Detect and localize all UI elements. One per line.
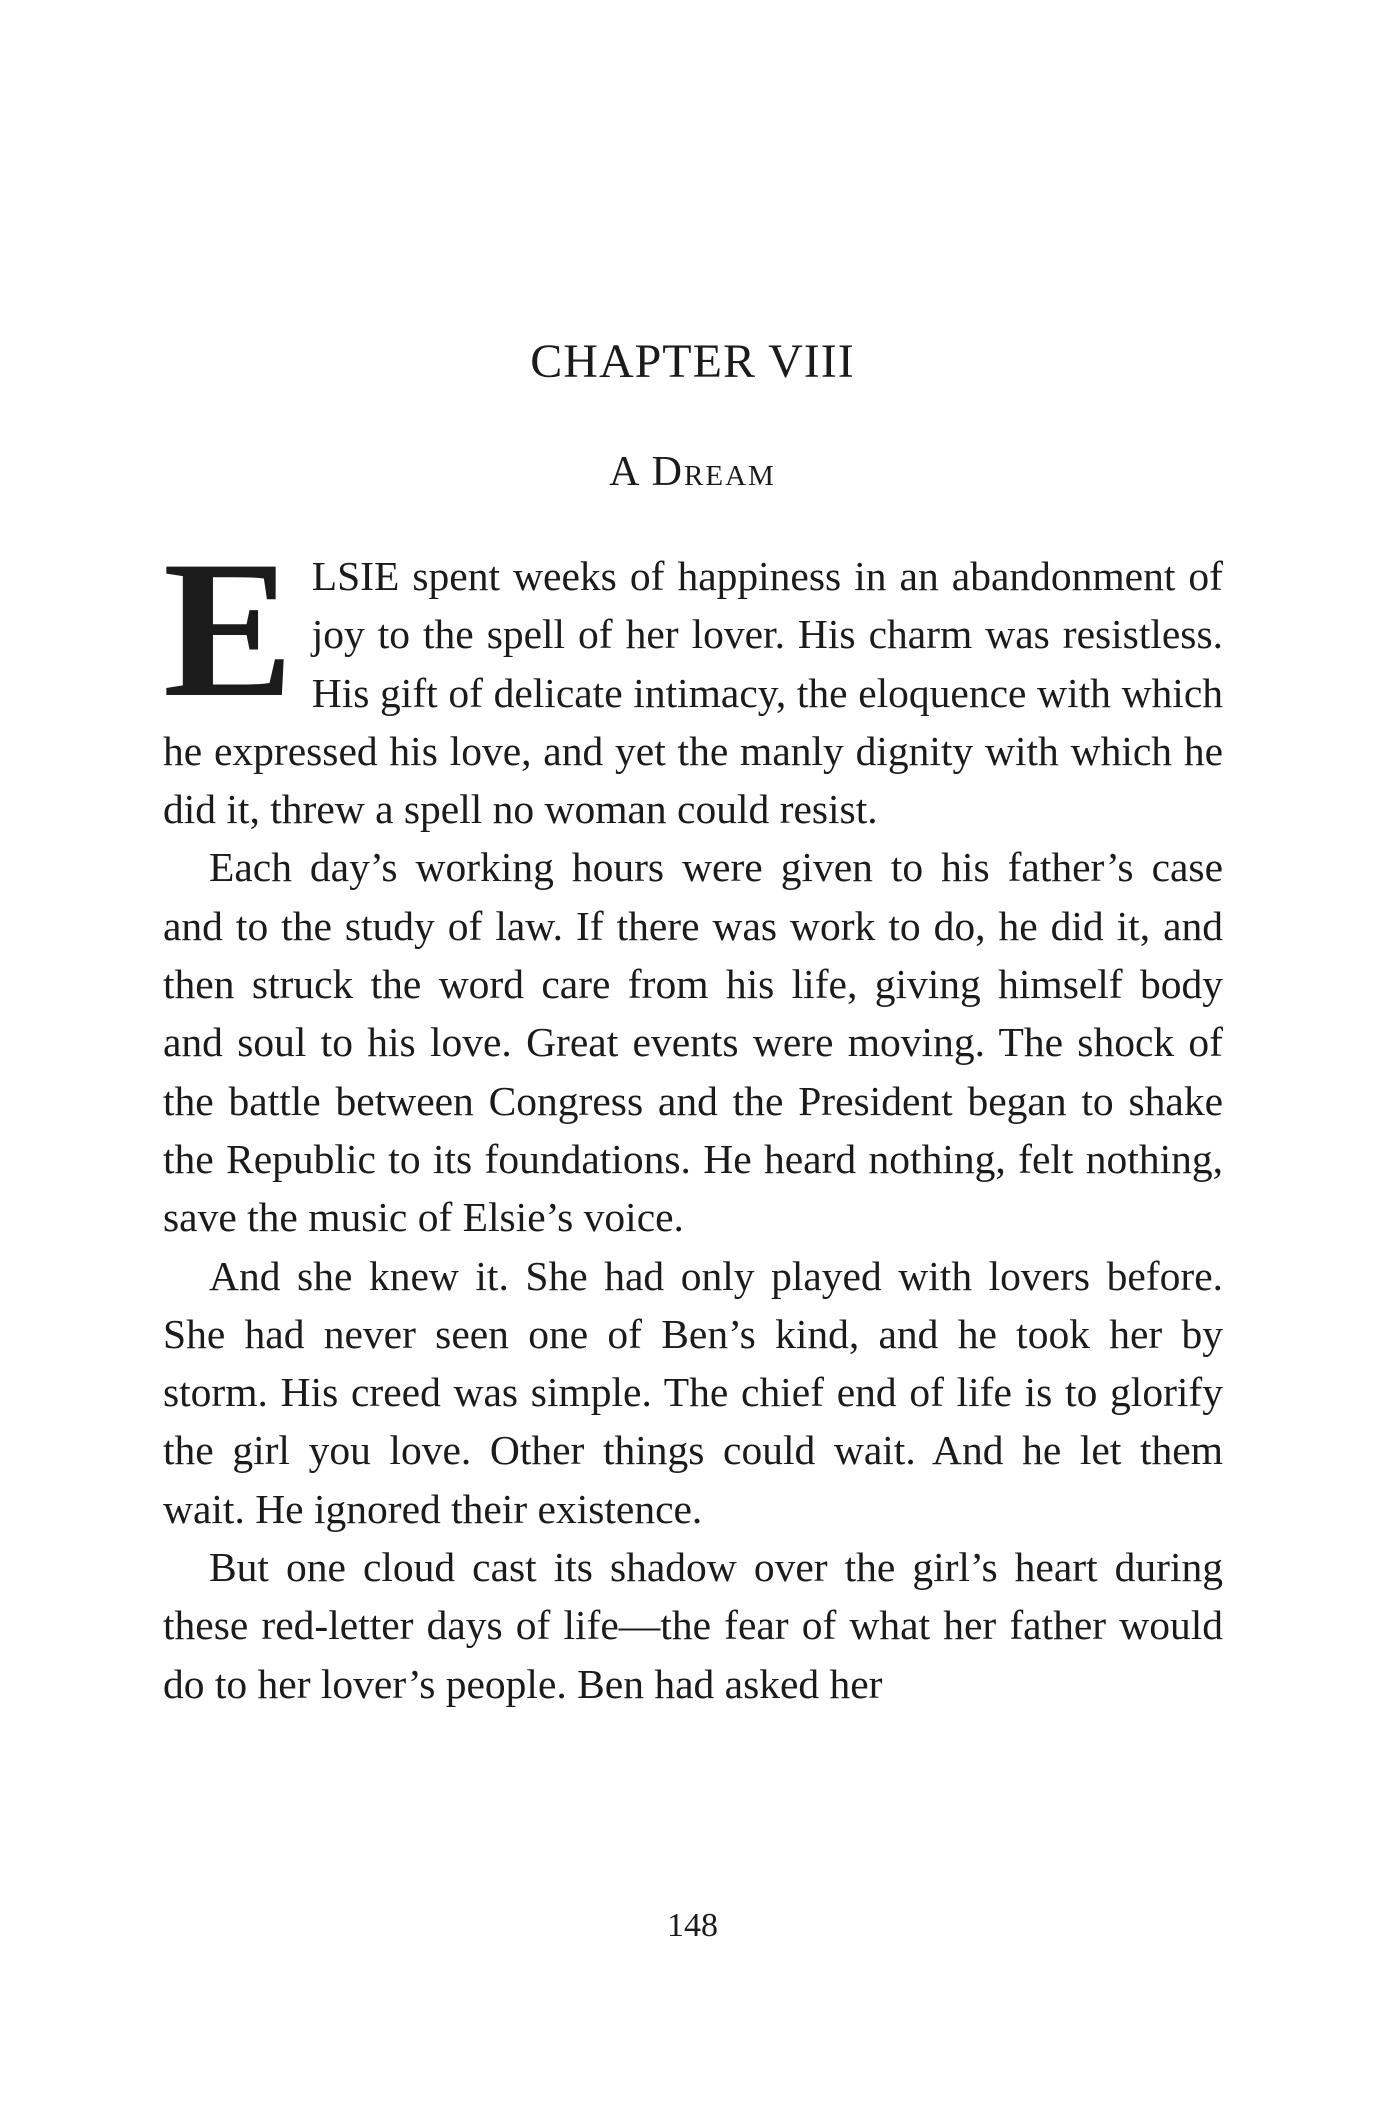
paragraph: But one cloud cast its shadow over the girl’s heart during these red-letter days of life—the fear of what her father would do to her lover’s people. Ben had asked her	[163, 1544, 1223, 1707]
chapter-title: CHAPTER VIII	[530, 335, 855, 388]
paragraph: And she knew it. She had only played with lovers before. She had never seen one of Ben’s kind, and he took her by storm. His creed was simple. The chief end of life is to glorify the girl you love. Other things could wait. And he let them wait. He ignored their existence.	[163, 1252, 1223, 1532]
paragraph: Each day’s working hours were given to his father’s case and to the study of law. If there was work to do, he did it, and then struck the word care from his life, giving himself body and soul to his love. Great events were moving. The shock of the battle between Congress and the President began to shake the Republic to its foundations. He heard nothing, felt nothing, save the music of Elsie’s voice.	[163, 844, 1223, 1241]
drop-cap: E	[163, 521, 294, 738]
page-number: 148	[667, 1907, 718, 1944]
paragraph-text: LSIE spent weeks of happiness in an abandonment of joy to the spell of her lover. His charm was resistless. His gift of delicate intimacy, the eloquence with which he expressed his love, and yet the manly dignity with which he did it, threw a spell no woman could resist.	[163, 553, 1223, 833]
chapter-subtitle: A Dream	[609, 449, 776, 495]
body-text	[163, 521, 1223, 1713]
paragraph	[163, 521, 1223, 838]
